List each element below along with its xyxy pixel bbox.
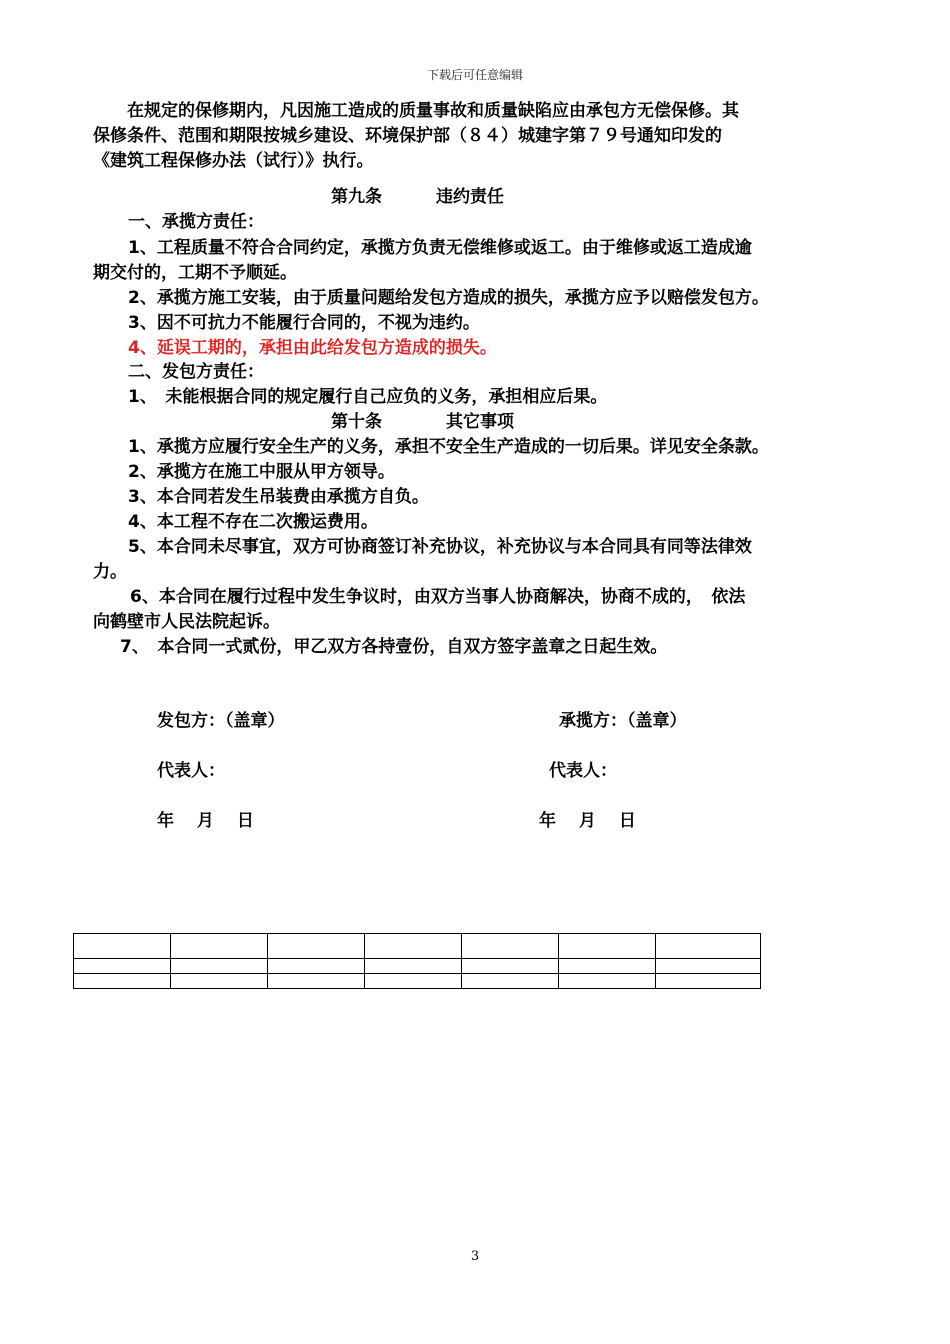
- contractor-date-label: 年 月 日: [539, 811, 636, 831]
- table-cell: [462, 974, 559, 989]
- table-row: [74, 934, 761, 959]
- table-cell: [656, 959, 761, 974]
- table-row: [74, 974, 761, 989]
- table-cell: [74, 974, 171, 989]
- page-header: 下载后可任意编辑: [426, 68, 523, 82]
- article10-item5-line2: 力。: [93, 562, 127, 582]
- owner-representative-label: 代表人：: [157, 761, 225, 781]
- table-cell: [268, 959, 365, 974]
- table-cell: [559, 934, 656, 959]
- blank-table: [73, 933, 761, 989]
- table-row: [74, 959, 761, 974]
- table-cell: [74, 934, 171, 959]
- article10-item6-line1: 6、本合同在履行过程中发生争议时，由双方当事人协商解决，协商不成的， 依法: [130, 587, 746, 607]
- article9-title: 违约责任: [436, 187, 504, 207]
- table-cell: [268, 974, 365, 989]
- table-cell: [462, 934, 559, 959]
- table-cell: [559, 959, 656, 974]
- table-cell: [74, 959, 171, 974]
- table-cell: [462, 959, 559, 974]
- contractor-representative-label: 代表人：: [549, 761, 617, 781]
- article10-item2: 2、承揽方在施工中服从甲方领导。: [128, 462, 395, 482]
- article10-item7: 7、 本合同一式贰份，甲乙双方各持壹份，自双方签字盖章之日起生效。: [120, 637, 668, 657]
- table-cell: [365, 959, 462, 974]
- page-number: 3: [470, 1249, 480, 1264]
- article10-item6-line2: 向鹤壁市人民法院起诉。: [93, 612, 280, 632]
- table-cell: [656, 974, 761, 989]
- table-cell: [365, 974, 462, 989]
- contractor-seal-label: 承揽方：（盖章）: [559, 711, 687, 731]
- article9-item1-line2: 期交付的，工期不予顺延。: [93, 263, 297, 283]
- owner-seal-label: 发包方：（盖章）: [157, 711, 285, 731]
- intro-line-2: 保修条件、范围和期限按城乡建设、环境保护部（８４）城建字第７９号通知印发的: [93, 126, 722, 146]
- article10-item3: 3、本合同若发生吊装费由承揽方自负。: [128, 487, 429, 507]
- owner-date-label: 年 月 日: [157, 811, 254, 831]
- table-cell: [365, 934, 462, 959]
- table-cell: [171, 959, 268, 974]
- article9-item3: 3、因不可抗力不能履行合同的，不视为违约。: [128, 313, 480, 333]
- article9-number: 第九条: [331, 187, 382, 207]
- article10-item1: 1、承揽方应履行安全生产的义务，承担不安全生产造成的一切后果。详见安全条款。: [128, 437, 769, 457]
- table-cell: [656, 934, 761, 959]
- intro-line-3: 《建筑工程保修办法（试行）》执行。: [93, 151, 374, 171]
- article10-item4: 4、本工程不存在二次搬运费用。: [128, 512, 378, 532]
- owner-item1: 1、 未能根据合同的规定履行自己应负的义务，承担相应后果。: [128, 387, 608, 407]
- table-cell: [559, 974, 656, 989]
- article10-item5-line1: 5、本合同未尽事宜，双方可协商签订补充协议，补充协议与本合同具有同等法律效: [128, 537, 752, 557]
- table-cell: [268, 934, 365, 959]
- owner-heading: 二、发包方责任：: [128, 362, 264, 382]
- article9-item4-highlight: 4、延误工期的，承担由此给发包方造成的损失。: [128, 338, 497, 358]
- article10-number: 第十条: [331, 412, 382, 432]
- article9-item1-line1: 1、工程质量不符合合同约定，承揽方负责无偿维修或返工。由于维修或返工造成逾: [128, 238, 752, 258]
- intro-line-1: 在规定的保修期内，凡因施工造成的质量事故和质量缺陷应由承包方无偿保修。其: [127, 101, 739, 121]
- table-cell: [171, 934, 268, 959]
- article10-title: 其它事项: [446, 412, 514, 432]
- contractor-heading: 一、承揽方责任：: [128, 212, 264, 232]
- table-cell: [171, 974, 268, 989]
- article9-item2: 2、承揽方施工安装，由于质量问题给发包方造成的损失，承揽方应予以赔偿发包方。: [128, 288, 769, 308]
